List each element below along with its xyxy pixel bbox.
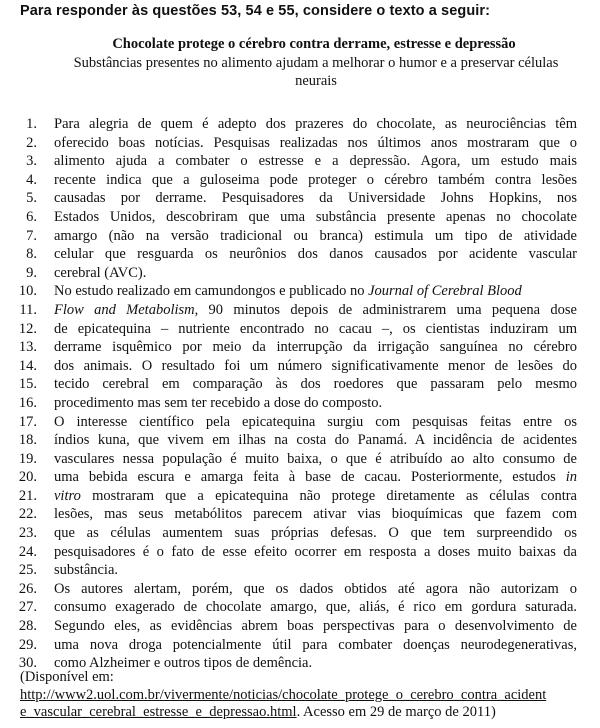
line-text: cerebral (AVC). bbox=[54, 264, 147, 281]
line-text: procedimento mas sem ter recebido a dose do composto. bbox=[54, 394, 383, 411]
line-text-segment: mostraram que a epicatequina não protege diretamente as células contra bbox=[80, 487, 577, 504]
line-number: 17. bbox=[18, 413, 37, 430]
text-line bbox=[0, 282, 600, 301]
source-citation bbox=[20, 669, 585, 722]
source-url-line-2 bbox=[20, 704, 585, 722]
line-number: 14. bbox=[18, 357, 37, 374]
text-line bbox=[0, 598, 600, 617]
text-line bbox=[0, 524, 600, 543]
line-number: 23. bbox=[18, 525, 37, 542]
line-text: como Alzheimer e outros tipos de demência. bbox=[54, 655, 313, 672]
line-number: 11. bbox=[19, 301, 37, 318]
line-text: substância. bbox=[54, 562, 119, 579]
line-text: alimento ajuda a combater o estresse e a depressão. Agora, um estudo mais bbox=[54, 153, 577, 170]
italic-term: Journal of Cerebral Blood bbox=[368, 283, 522, 300]
line-text-segment: uma bebida escura e amarga feita à base de cacau. Posteriormente, estudos bbox=[54, 469, 566, 486]
line-text: que as células aumentem suas próprias defesas. O que tem surpreendido os bbox=[54, 525, 577, 542]
line-number: 6. bbox=[26, 208, 37, 225]
line-text: lesões, mas seus metabólitos parecem ativar vias bioquímicas que fazem com bbox=[54, 506, 577, 523]
line-number: 25. bbox=[18, 562, 37, 579]
text-line bbox=[0, 543, 600, 562]
line-number: 3. bbox=[26, 153, 37, 170]
text-line bbox=[0, 171, 600, 190]
line-text: índios kuna, que vivem em ilhas na costa do Panamá. A incidência de acidentes bbox=[54, 432, 577, 449]
line-text: Para alegria de quem é adepto dos prazeres do chocolate, as neurociências têm bbox=[54, 116, 577, 132]
line-text: celular que resguarda os neurônios dos danos causados por acidente vascular bbox=[54, 246, 577, 263]
line-number: 30. bbox=[18, 655, 37, 672]
text-line bbox=[0, 394, 600, 413]
line-text: uma nova droga potencialmente útil para combater doenças neurodegenerativas, bbox=[54, 636, 577, 653]
line-text: pesquisadores é o fato de esse efeito ocorrer em resposta a doses muito baixas da bbox=[54, 543, 577, 560]
text-line bbox=[0, 320, 600, 339]
line-text: de epicatequina – nutriente encontrado no cacau –, os cientistas induziram um bbox=[54, 320, 577, 337]
text-line bbox=[0, 189, 600, 208]
line-number: 22. bbox=[18, 506, 37, 523]
line-number: 1. bbox=[26, 116, 37, 132]
line-number: 21. bbox=[18, 487, 37, 504]
line-number: 28. bbox=[18, 618, 37, 635]
text-line bbox=[0, 227, 600, 246]
text-line bbox=[0, 431, 600, 450]
line-text: tecido cerebral em comparação às dos roedores que passaram pelo mesmo bbox=[54, 376, 577, 393]
line-number: 7. bbox=[26, 227, 37, 244]
line-number: 16. bbox=[18, 394, 37, 411]
text-line bbox=[0, 264, 600, 283]
numbered-text-body bbox=[0, 115, 600, 673]
text-line bbox=[0, 487, 600, 506]
line-number: 18. bbox=[18, 432, 37, 449]
line-text: consumo exagerado de chocolate amargo, que, aliás, é rico em gordura saturada. bbox=[54, 599, 577, 616]
text-line bbox=[0, 468, 600, 487]
italic-term: Flow and Metabolism bbox=[54, 301, 195, 318]
line-text bbox=[54, 487, 577, 506]
line-text: causadas por derrame. Pesquisadores da Universidade Johns Hopkins, nos bbox=[54, 190, 577, 207]
source-url-line-1[interactable]: http://www2.uol.com.br/vivermente/noticias/chocolate_protege_o_cerebro_contra_acident bbox=[20, 686, 547, 703]
line-number: 19. bbox=[18, 450, 37, 467]
text-line bbox=[0, 245, 600, 264]
text-line bbox=[0, 561, 600, 580]
line-number: 15. bbox=[18, 376, 37, 393]
text-line bbox=[0, 505, 600, 524]
text-line bbox=[0, 115, 600, 134]
line-number: 4. bbox=[26, 171, 37, 188]
text-line bbox=[0, 636, 600, 655]
line-text: derrame isquêmico por meio da interrupção da irrigação sanguínea no cérebro bbox=[54, 339, 577, 356]
line-number: 24. bbox=[18, 543, 37, 560]
line-text: O interesse científico pela epicatequina surgiu com pesquisas feitas entre os bbox=[54, 413, 577, 430]
line-text-segment: , 90 minutos depois de administrarem uma pequena dose bbox=[194, 301, 577, 318]
line-text: Estados Unidos, descobriram que uma substância presente apenas no chocolate bbox=[54, 208, 577, 225]
line-text: vasculares nessa população é muito baixa, o que é atribuído ao alto consumo de bbox=[54, 450, 577, 467]
text-line bbox=[0, 580, 600, 599]
line-number: 12. bbox=[18, 320, 37, 337]
line-number: 27. bbox=[18, 599, 37, 616]
line-text bbox=[54, 301, 577, 320]
italic-term: in bbox=[565, 469, 577, 486]
text-line bbox=[0, 152, 600, 171]
article-title: Chocolate protege o cérebro contra derrame, estresse e depressão bbox=[112, 36, 516, 52]
line-text-segment: No estudo realizado em camundongos e publicado no bbox=[54, 283, 369, 300]
text-line bbox=[0, 301, 600, 320]
text-line bbox=[0, 208, 600, 227]
text-line bbox=[0, 338, 600, 357]
text-line bbox=[0, 357, 600, 376]
line-number: 26. bbox=[18, 580, 37, 597]
text-line bbox=[0, 617, 600, 636]
source-label: (Disponível em: bbox=[20, 669, 114, 685]
line-number: 9. bbox=[26, 264, 37, 281]
line-text: oferecido boas notícias. Pesquisas realizadas nos últimos anos mostraram que o bbox=[54, 134, 577, 151]
line-text: Segundo eles, as evidências abrem boas perspectivas para o desenvolvimento de bbox=[54, 618, 577, 635]
line-number: 2. bbox=[26, 134, 37, 151]
text-line bbox=[0, 450, 600, 469]
line-text bbox=[54, 468, 577, 487]
line-number: 10. bbox=[18, 283, 37, 300]
text-line bbox=[0, 413, 600, 432]
line-number: 13. bbox=[18, 339, 37, 356]
italic-term: vitro bbox=[54, 487, 81, 504]
text-line bbox=[0, 134, 600, 153]
source-url-end[interactable]: e_vascular_cerebral_estresse_e_depressao.html bbox=[20, 704, 297, 720]
line-number: 5. bbox=[26, 190, 37, 207]
line-text bbox=[54, 282, 577, 301]
line-number: 20. bbox=[18, 469, 37, 486]
instructions-heading: Para responder às questões 53, 54 e 55, considere o texto a seguir: bbox=[20, 3, 491, 19]
article-subtitle: Substâncias presentes no alimento ajudam a melhorar o humor e a preservar células neurais bbox=[73, 55, 559, 89]
line-number: 8. bbox=[26, 246, 37, 263]
access-date: . Acesso em 29 de março de 2011) bbox=[296, 704, 496, 720]
line-text: dos animais. O resultado foi um número significativamente menor de lesões do bbox=[54, 357, 577, 374]
line-text: recente indica que a guloseima pode proteger o cérebro também contra lesões bbox=[54, 171, 577, 188]
line-number: 29. bbox=[18, 636, 37, 653]
line-text: amargo (não na versão tradicional ou branca) estimula um tipo de atividade bbox=[54, 227, 577, 244]
line-text: Os autores alertam, porém, que os dados obtidos até agora não autorizam o bbox=[54, 580, 577, 597]
text-line bbox=[0, 375, 600, 394]
